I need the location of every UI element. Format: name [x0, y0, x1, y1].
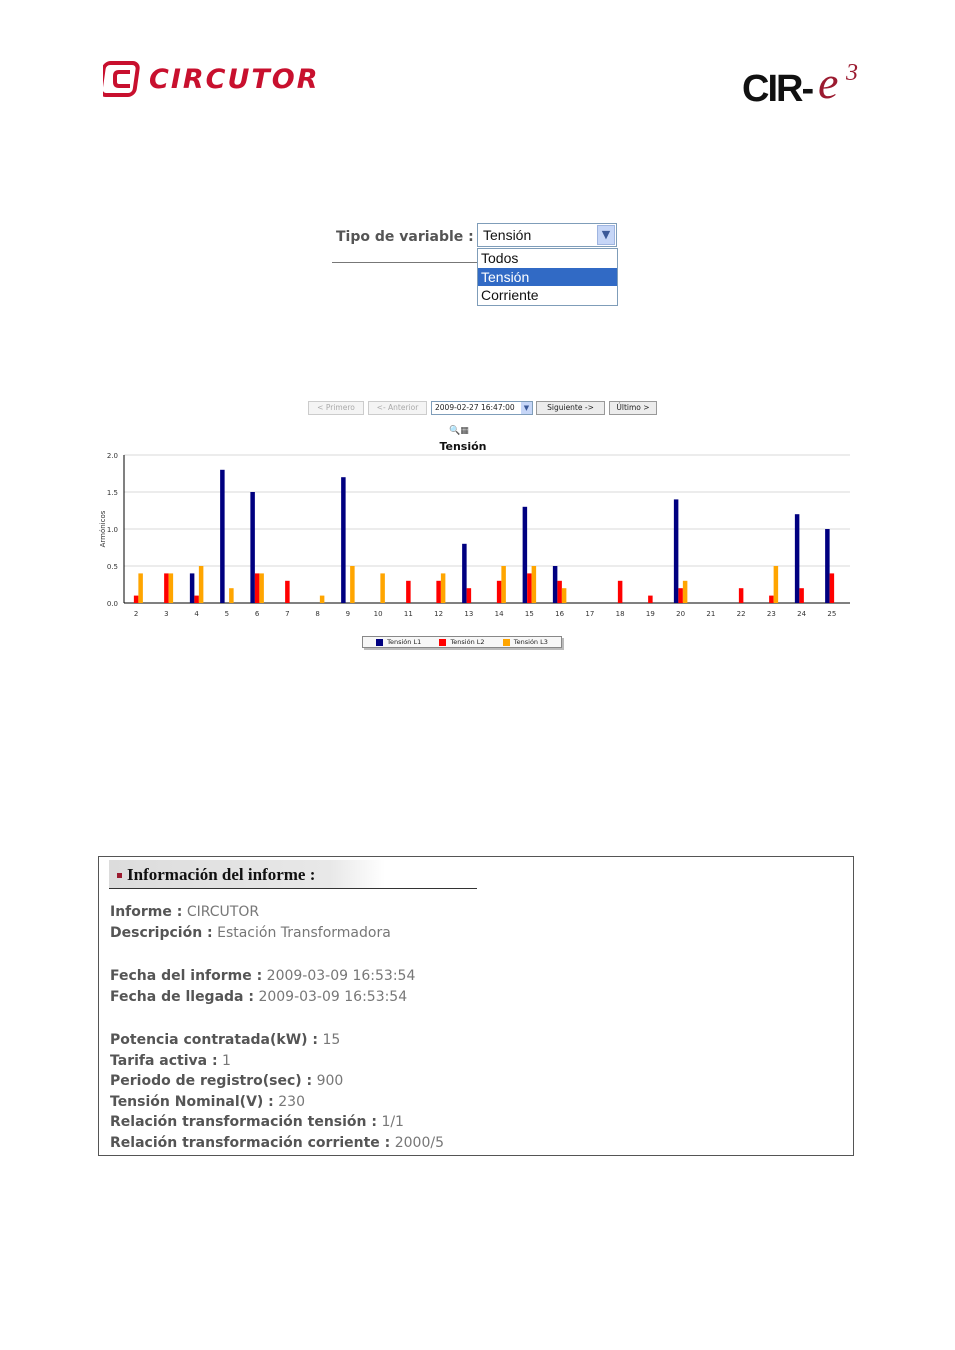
- bar: [220, 470, 225, 603]
- info-key: Descripción :: [110, 925, 213, 941]
- report-info-title: Información del informe :: [127, 865, 316, 884]
- bar: [199, 566, 204, 603]
- bar: [739, 588, 744, 603]
- legend-item: [503, 638, 548, 646]
- option-tension[interactable]: Tensión: [478, 268, 617, 287]
- x-tick-label: 8: [315, 610, 320, 618]
- x-tick-label: 21: [706, 610, 716, 618]
- info-row-descripcion: [110, 925, 391, 941]
- legend-label: Tensión L3: [513, 638, 548, 646]
- legend-label: Tensión L1: [387, 638, 422, 646]
- y-tick-label: 1.5: [106, 489, 118, 497]
- bar: [467, 588, 472, 603]
- info-key: Informe :: [110, 904, 183, 920]
- bar: [259, 573, 264, 603]
- y-tick-label: 1.0: [106, 526, 118, 534]
- circutor-logo-icon: [103, 59, 143, 99]
- legend-swatch: [439, 639, 446, 646]
- bar: [250, 492, 255, 603]
- zoom-icon[interactable]: 🔍: [449, 426, 461, 436]
- bar: [674, 499, 679, 603]
- x-tick-label: 16: [555, 610, 565, 618]
- bar: [769, 596, 774, 603]
- bar: [532, 566, 537, 603]
- report-info-divider: [109, 888, 477, 889]
- harmonics-chart: [95, 448, 855, 623]
- bar: [194, 596, 199, 603]
- previous-button[interactable]: <- Anterior: [368, 401, 427, 415]
- option-corriente[interactable]: Corriente: [481, 287, 539, 303]
- legend-item: [439, 638, 484, 646]
- x-tick-label: 13: [464, 610, 474, 618]
- x-tick-label: 20: [676, 610, 686, 618]
- bar: [462, 544, 467, 603]
- option-todos[interactable]: Todos: [481, 250, 519, 266]
- x-tick-label: 11: [403, 610, 413, 618]
- x-tick-label: 23: [766, 610, 776, 618]
- bar: [618, 581, 623, 603]
- variable-type-dropdown[interactable]: [477, 248, 618, 306]
- bar: [169, 573, 174, 603]
- bar: [557, 581, 562, 603]
- bar: [380, 573, 385, 603]
- x-tick-label: 17: [585, 610, 595, 618]
- info-row-fecha-informe: [110, 968, 415, 984]
- date-select[interactable]: [431, 401, 533, 415]
- bar: [441, 573, 446, 603]
- x-tick-label: 7: [285, 610, 290, 618]
- info-value: 900: [316, 1073, 344, 1089]
- cir-e3-logo-prefix: CIR-: [742, 68, 813, 110]
- y-tick-label: 0.5: [106, 563, 118, 571]
- info-row-rel-corriente: [110, 1135, 444, 1151]
- x-tick-label: 4: [194, 610, 199, 618]
- x-tick-label: 6: [254, 610, 260, 618]
- variable-type-label: Tipo de variable :: [336, 229, 474, 245]
- x-tick-label: 3: [164, 610, 169, 618]
- info-row-tension-nominal: [110, 1094, 305, 1110]
- bar: [320, 596, 325, 603]
- bullet-square-icon: [117, 873, 122, 878]
- x-tick-label: 10: [373, 610, 383, 618]
- variable-type-selected: Tensión: [483, 227, 532, 243]
- chevron-down-icon[interactable]: ▼: [521, 402, 532, 414]
- bar: [341, 477, 346, 603]
- bar: [350, 566, 355, 603]
- y-tick-label: 2.0: [106, 452, 118, 460]
- info-key: Tarifa activa :: [110, 1053, 218, 1069]
- x-tick-label: 24: [797, 610, 807, 618]
- info-key: Fecha de llegada :: [110, 989, 254, 1005]
- info-key: Fecha del informe :: [110, 968, 263, 984]
- bar: [138, 573, 143, 603]
- x-tick-label: 18: [615, 610, 625, 618]
- info-value: Estación Transformadora: [217, 925, 391, 941]
- x-tick-label: 19: [645, 610, 655, 618]
- bar: [285, 581, 290, 603]
- info-row-fecha-llegada: [110, 989, 407, 1005]
- cir-e3-logo: [742, 57, 872, 110]
- bar: [501, 566, 506, 603]
- info-value: 2009-03-09 16:53:54: [266, 968, 416, 984]
- x-tick-label: 12: [434, 610, 444, 618]
- x-tick-label: 14: [494, 610, 504, 618]
- chevron-down-icon[interactable]: ▼: [597, 225, 615, 245]
- bar: [497, 581, 502, 603]
- y-axis-label: Armónicos: [99, 510, 107, 548]
- info-key: Relación transformación tensión :: [110, 1114, 377, 1130]
- bar: [134, 596, 139, 603]
- info-key: Tensión Nominal(V) :: [110, 1094, 274, 1110]
- info-row-tarifa: [110, 1053, 231, 1069]
- info-value: 230: [278, 1094, 305, 1110]
- bar: [678, 588, 683, 603]
- info-row-periodo: [110, 1073, 343, 1089]
- bar: [795, 514, 800, 603]
- next-button[interactable]: Siguiente ->: [536, 401, 605, 415]
- bar: [825, 529, 830, 603]
- info-row-informe: [110, 904, 259, 920]
- info-row-potencia: [110, 1032, 340, 1048]
- bar: [190, 573, 195, 603]
- info-row-rel-tension: [110, 1114, 404, 1130]
- info-key: Periodo de registro(sec) :: [110, 1073, 313, 1089]
- cir-e3-logo-sup: 3: [846, 60, 858, 86]
- info-value: 2000/5: [394, 1135, 444, 1151]
- chart-legend: [362, 636, 562, 648]
- bar: [523, 507, 528, 603]
- last-button[interactable]: Último >: [609, 401, 657, 415]
- legend-item: [376, 638, 421, 646]
- bar: [683, 581, 688, 603]
- info-value: CIRCUTOR: [186, 904, 260, 920]
- report-info-header: [109, 860, 477, 888]
- bar: [553, 566, 558, 603]
- info-value: 15: [322, 1032, 341, 1048]
- report-info-box: [98, 856, 854, 1156]
- bar: [164, 573, 169, 603]
- x-tick-label: 2: [133, 610, 139, 618]
- bar: [229, 588, 234, 603]
- bar: [255, 573, 260, 603]
- info-value: 1: [222, 1053, 231, 1069]
- bar: [527, 573, 532, 603]
- x-tick-label: 22: [736, 610, 746, 618]
- x-tick-label: 9: [345, 610, 351, 618]
- info-value: 2009-03-09 16:53:54: [258, 989, 408, 1005]
- legend-label: Tensión L2: [450, 638, 485, 646]
- bar: [562, 588, 567, 603]
- info-key: Relación transformación corriente :: [110, 1135, 391, 1151]
- bar: [774, 566, 779, 603]
- info-key: Potencia contratada(kW) :: [110, 1032, 319, 1048]
- bar: [406, 581, 411, 603]
- bar: [799, 588, 804, 603]
- table-icon[interactable]: ▦: [460, 426, 469, 436]
- bar: [436, 581, 441, 603]
- circutor-logo-text: CIRCUTOR: [149, 63, 320, 95]
- legend-swatch: [503, 639, 510, 646]
- date-select-value: 2009-02-27 16:47:00: [435, 403, 515, 412]
- chart-tools: [449, 426, 469, 436]
- circutor-logo: [103, 58, 320, 100]
- x-tick-label: 5: [224, 610, 230, 618]
- x-tick-label: 15: [524, 610, 534, 618]
- legend-swatch: [376, 639, 383, 646]
- y-tick-label: 0.0: [106, 600, 118, 608]
- first-button[interactable]: < Primero: [308, 401, 364, 415]
- variable-type-underline: [332, 262, 478, 263]
- bar: [830, 573, 835, 603]
- cir-e3-logo-e: e: [818, 57, 839, 108]
- bar: [648, 596, 653, 603]
- info-value: 1/1: [381, 1114, 404, 1130]
- chart-title: Tensión: [439, 440, 487, 453]
- x-tick-label: 25: [827, 610, 837, 618]
- variable-type-select[interactable]: [477, 223, 617, 247]
